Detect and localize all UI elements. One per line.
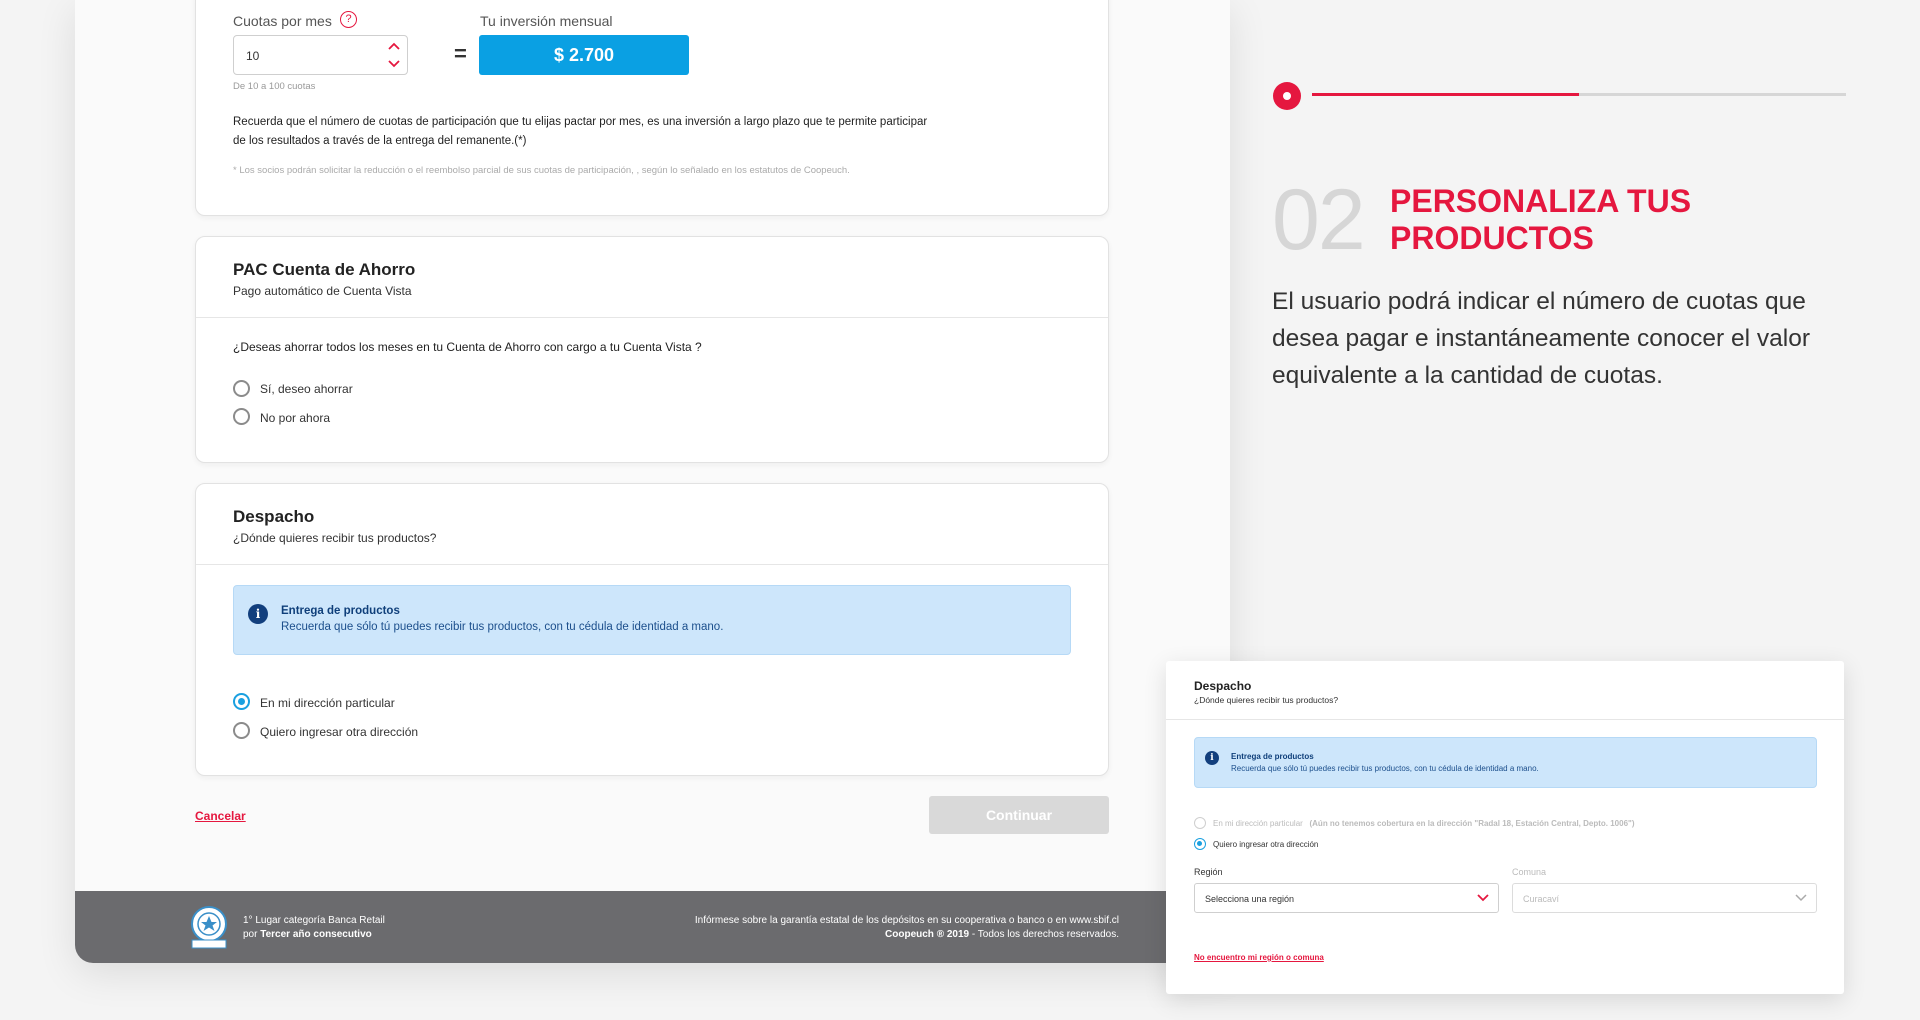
- progress-dot-inner: [1283, 92, 1291, 100]
- region-not-found-link[interactable]: No encuentro mi región o comuna: [1194, 953, 1324, 962]
- footer-copyright: [885, 929, 1119, 940]
- despacho-title: Despacho: [233, 507, 315, 526]
- continue-button[interactable]: Continuar: [929, 796, 1109, 834]
- equals-sign: =: [454, 41, 467, 66]
- feature-title-line-1: PERSONALIZA TUS: [1390, 183, 1692, 219]
- info-icon: i: [248, 604, 268, 624]
- mini-title: Despacho: [1194, 679, 1252, 693]
- mini-subtitle: ¿Dónde quieres recibir tus productos?: [1194, 695, 1339, 705]
- despacho-subtitle: ¿Dónde quieres recibir tus productos?: [233, 531, 437, 545]
- feature-number: 02: [1272, 172, 1364, 268]
- comuna-select-value: Curacaví: [1523, 894, 1560, 904]
- pac-subtitle: Pago automático de Cuenta Vista: [233, 284, 412, 298]
- info-box: [233, 585, 1071, 655]
- inversion-value-box: $ 2.700: [479, 35, 689, 75]
- cancel-link[interactable]: Cancelar: [195, 809, 246, 823]
- progress-fill: [1312, 93, 1579, 96]
- info-title: Entrega de productos: [281, 605, 400, 617]
- pac-no-radio[interactable]: [233, 408, 250, 425]
- mini-info-icon: i: [1205, 751, 1219, 765]
- cuotas-card: [195, 0, 1109, 216]
- stepper-arrows-icon[interactable]: [386, 40, 402, 70]
- region-select-value: Selecciona una región: [1205, 894, 1295, 904]
- award-line-1: 1° Lugar categoría Banca Retail: [243, 915, 385, 926]
- cuotas-label: Cuotas por mes: [233, 13, 332, 29]
- mini-info-title: Entrega de productos: [1231, 752, 1314, 761]
- pac-yes-label: Sí, deseo ahorrar: [260, 382, 353, 396]
- mini-home-label: [1213, 819, 1634, 828]
- other-address-label: Quiero ingresar otra dirección: [260, 725, 419, 739]
- cuotas-input[interactable]: [233, 35, 408, 75]
- despacho-card: [195, 483, 1109, 776]
- pac-card: [195, 236, 1109, 463]
- pac-no-label: No por ahora: [260, 411, 331, 425]
- pac-question: ¿Deseas ahorrar todos los meses en tu Cuenta de Ahorro con cargo a tu Cuenta Vista ?: [233, 340, 702, 354]
- region-select[interactable]: [1194, 883, 1499, 913]
- mini-despacho-card: [1166, 661, 1844, 994]
- award-seal-icon: [189, 904, 229, 950]
- mini-other-label: Quiero ingresar otra dirección: [1213, 840, 1319, 849]
- mini-divider: [1166, 719, 1844, 720]
- region-label: Región: [1194, 867, 1223, 877]
- question-circle-icon[interactable]: ?: [340, 11, 357, 28]
- comuna-select[interactable]: [1512, 883, 1817, 913]
- mini-home-radio[interactable]: [1194, 817, 1206, 829]
- footer: [75, 891, 1230, 963]
- mini-info-body: Recuerda que sólo tú puedes recibir tus productos, con tu cédula de identidad a mano.: [1231, 764, 1539, 773]
- chevron-down-icon: [1795, 894, 1807, 902]
- main-form-panel: [75, 0, 1230, 963]
- award-line-2-pre: por: [243, 929, 261, 940]
- feature-description: El usuario podrá indicar el número de cuotas que desea pagar e instantáneamente conocer el valor equivalente a la cantidad de cuotas.: [1272, 288, 1810, 389]
- mini-other-radio-dot: [1197, 841, 1202, 846]
- progress-track: [1312, 93, 1846, 96]
- mini-home-note: (Aún no tenemos cobertura en la dirección "Radal 18, Estación Central, Depto. 1006"): [1309, 819, 1635, 828]
- cuotas-input-value: 10: [246, 49, 260, 63]
- cuotas-notice-2: de los resultados a través de la entrega del remanente.(*): [233, 135, 527, 147]
- progress-dot: [1273, 82, 1301, 110]
- copyright-bold: Coopeuch ® 2019: [885, 929, 970, 940]
- mini-info-box: [1194, 737, 1817, 788]
- home-address-radio[interactable]: [233, 693, 250, 710]
- feature-title: [1390, 183, 1691, 257]
- pac-yes-radio[interactable]: [233, 380, 250, 397]
- pac-divider: [196, 317, 1108, 318]
- footer-info-line: Infórmese sobre la garantía estatal de los depósitos en su cooperativa o banco o en www.sbif.cl: [694, 915, 1119, 926]
- other-address-radio[interactable]: [233, 722, 250, 739]
- chevron-down-icon: [1477, 894, 1489, 902]
- despacho-divider: [196, 564, 1108, 565]
- copyright-rest: - Todos los derechos reservados.: [969, 929, 1119, 940]
- info-body: Recuerda que sólo tú puedes recibir tus productos, con tu cédula de identidad a mano.: [281, 621, 724, 633]
- mini-other-radio[interactable]: [1194, 838, 1206, 850]
- comuna-label: Comuna: [1512, 867, 1547, 877]
- cuotas-range-hint: De 10 a 100 cuotas: [233, 81, 316, 92]
- pac-title: PAC Cuenta de Ahorro: [233, 260, 416, 279]
- award-line-2-bold: Tercer año consecutivo: [260, 929, 372, 940]
- feature-title-line-2: PRODUCTOS: [1390, 220, 1594, 256]
- home-address-label: En mi dirección particular: [260, 696, 395, 710]
- cuotas-footnote: * Los socios podrán solicitar la reducción o el reembolso parcial de sus cuotas de participación, , según lo señalado en los estatutos de Coopeuch.: [233, 165, 850, 176]
- mini-home-text: En mi dirección particular: [1213, 819, 1303, 828]
- award-line-2: [243, 929, 372, 940]
- inversion-label: Tu inversión mensual: [480, 13, 613, 29]
- cuotas-notice: Recuerda que el número de cuotas de participación que tu elijas pactar por mes, es una inversión a largo plazo que te permite participar: [233, 116, 928, 128]
